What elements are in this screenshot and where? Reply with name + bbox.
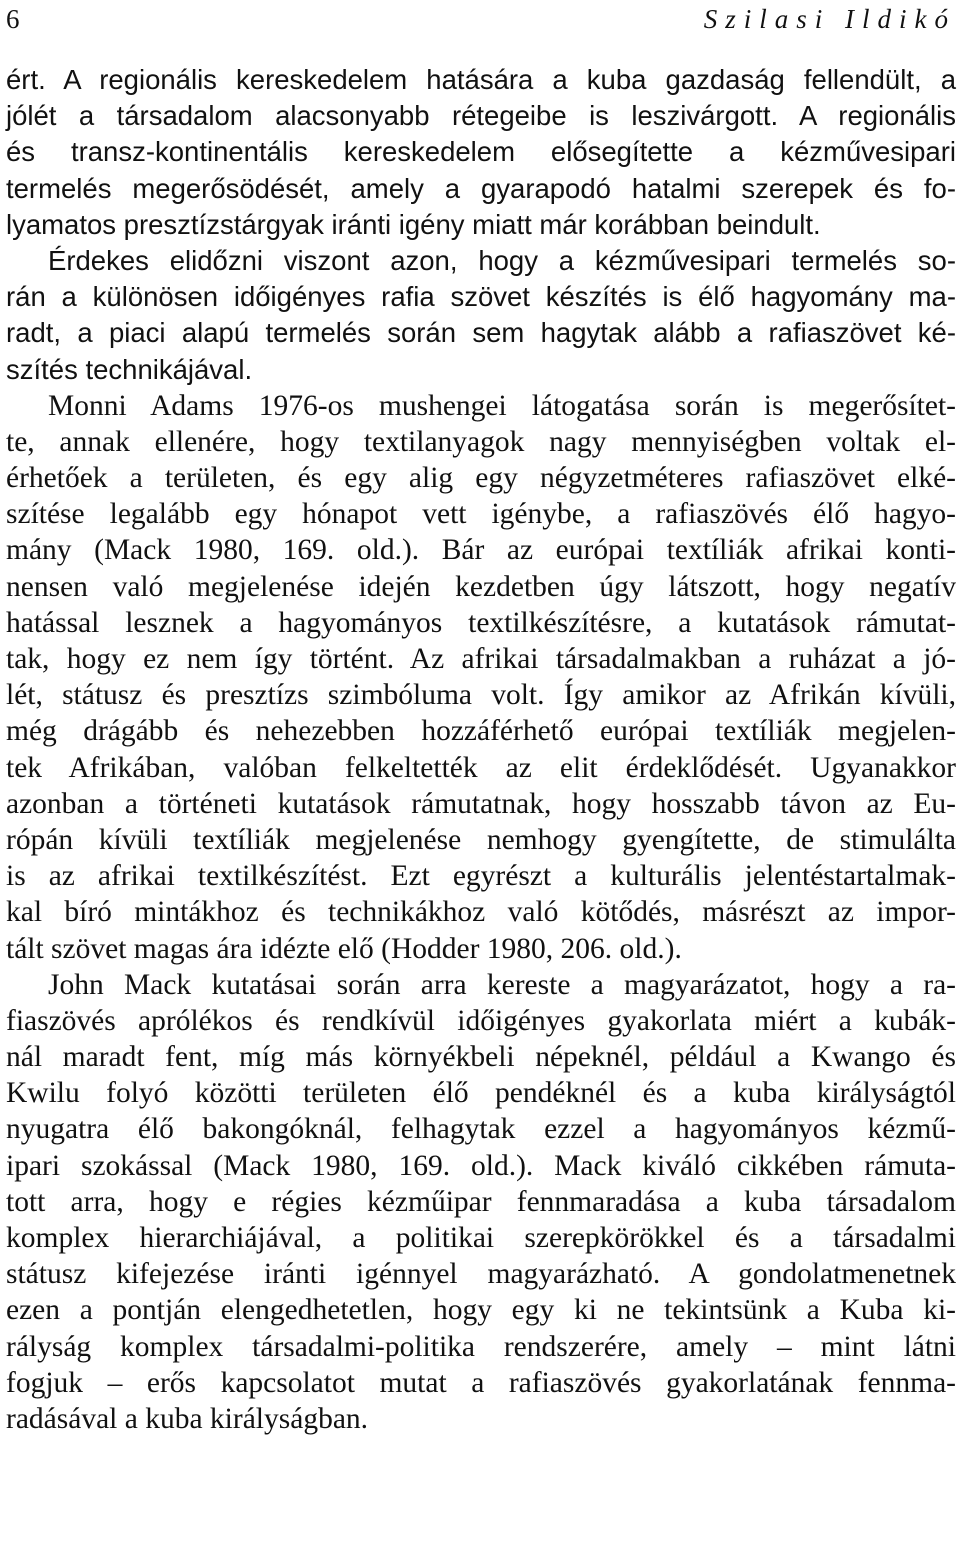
- text-line: rópán kívüli textíliák megjelenése nemhogy gyengítette, de stimulálta: [6, 823, 956, 856]
- text-line: még drágább és nehezebben hozzáférhető európai textíliák megjelen-: [6, 715, 956, 748]
- text-line: Monni Adams 1976-os mushengei látogatása során is megerősítet-: [48, 389, 956, 422]
- text-line: lét, státusz és presztízs szimbóluma volt. Így amikor az Afrikán kívüli,: [6, 679, 956, 712]
- text-line: nensen való megjelenése idején kezdetben úgy látszott, hogy negatív: [6, 570, 956, 603]
- text-line: is az afrikai textilkészítést. Ezt egyrészt a kulturális jelentéstartalmak-: [6, 860, 956, 893]
- text-line: fogjuk – erős kapcsolatot mutat a rafiaszövés gyakorlatának fennma-: [6, 1366, 956, 1399]
- text-line: tek Afrikában, valóban felkeltették az elit érdeklődését. Ugyanakkor: [6, 751, 956, 784]
- text-line: mány (Mack 1980, 169. old.). Bár az európai textíliák afrikai konti-: [6, 534, 956, 567]
- text-line: tak, hogy ez nem így történt. Az afrikai társadalmakban a ruházat a jó-: [6, 643, 956, 675]
- text-line: szítés technikájával.: [6, 353, 253, 385]
- text-line: ért. A regionális kereskedelem hatására a kuba gazdaság fellendült, a: [6, 64, 956, 95]
- text-line: Érdekes elidőzni viszont azon, hogy a kézművesipari termelés so-: [48, 244, 956, 276]
- text-line: nál maradt fent, míg más környékbeli népeknél, például a Kwango és: [6, 1041, 956, 1074]
- text-line: hatással lesznek a hagyományos textilkészítésre, a kutatások rámutat-: [6, 606, 956, 639]
- text-line: lyamatos presztízstárgyak iránti igény miatt már korábban beindult.: [6, 208, 821, 240]
- document-page: [6, 0, 956, 1435]
- text-line: nyugatra élő bakongóknál, felhagytak ezzel a hagyományos kézmű-: [6, 1113, 956, 1146]
- text-line: rán a különösen időigényes rafia szövet készítés is élő hagyomány ma-: [6, 281, 956, 313]
- text-line: ezen a pontján elengedhetetlen, hogy egy ki ne tekintsünk a Kuba ki-: [6, 1294, 956, 1327]
- text-line: radt, a piaci alapú termelés során sem hagytak alább a rafiaszövet ké-: [6, 317, 956, 349]
- text-line: tált szövet magas ára idézte elő (Hodder 1980, 206. old.).: [6, 932, 682, 965]
- text-line: azonban a történeti kutatások rámutatnak, hogy hosszabb távon az Eu-: [6, 787, 956, 820]
- body-text: [6, 62, 956, 1437]
- running-header: [6, 0, 956, 46]
- text-line: rályság komplex társadalmi-politika rendszerére, amely – mint látni: [6, 1330, 956, 1363]
- text-line: szítése legalább egy hónapot vett igénybe, a rafiaszövés élő hagyo-: [6, 498, 956, 531]
- running-head-author: Szilasi Ildikó: [703, 4, 956, 34]
- text-line: John Mack kutatásai során arra kereste a magyarázatot, hogy a ra-: [48, 968, 956, 1001]
- text-line: fiaszövés aprólékos és rendkívül időigényes gyakorlata miért a kubák-: [6, 1004, 956, 1037]
- text-line: Kwilu folyó közötti területen élő pendéknél és a kuba királyságtól: [6, 1077, 956, 1110]
- text-line: kal bíró mintákhoz és technikákhoz való kötődés, másrészt az impor-: [6, 896, 956, 929]
- text-line: te, annak ellenére, hogy textilanyagok nagy mennyiségben voltak el-: [6, 425, 956, 458]
- text-line: érhetőek a területen, és egy alig egy négyzetméteres rafiaszövet elké-: [6, 462, 956, 495]
- text-line: radásával a kuba királyságban.: [6, 1402, 369, 1435]
- text-line: ipari szokással (Mack 1980, 169. old.). Mack kiváló cikkében rámuta-: [6, 1149, 956, 1182]
- text-line: termelés megerősödését, amely a gyarapodó hatalmi szerepek és fo-: [6, 172, 956, 204]
- text-line: tott arra, hogy e régies kézműipar fennmaradása a kuba társadalom: [6, 1185, 956, 1218]
- text-line: jólét a társadalom alacsonyabb rétegeibe is leszivárgott. A regionális: [6, 100, 956, 132]
- text-line: és transz-kontinentális kereskedelem elősegítette a kézművesipari: [6, 136, 956, 168]
- page-number: 6: [6, 4, 20, 34]
- text-line: státusz kifejezése iránti igénnyel magyarázható. A gondolatmenetnek: [6, 1258, 956, 1291]
- text-line: komplex hierarchiájával, a politikai szerepkörökkel és a társadalmi: [6, 1222, 956, 1254]
